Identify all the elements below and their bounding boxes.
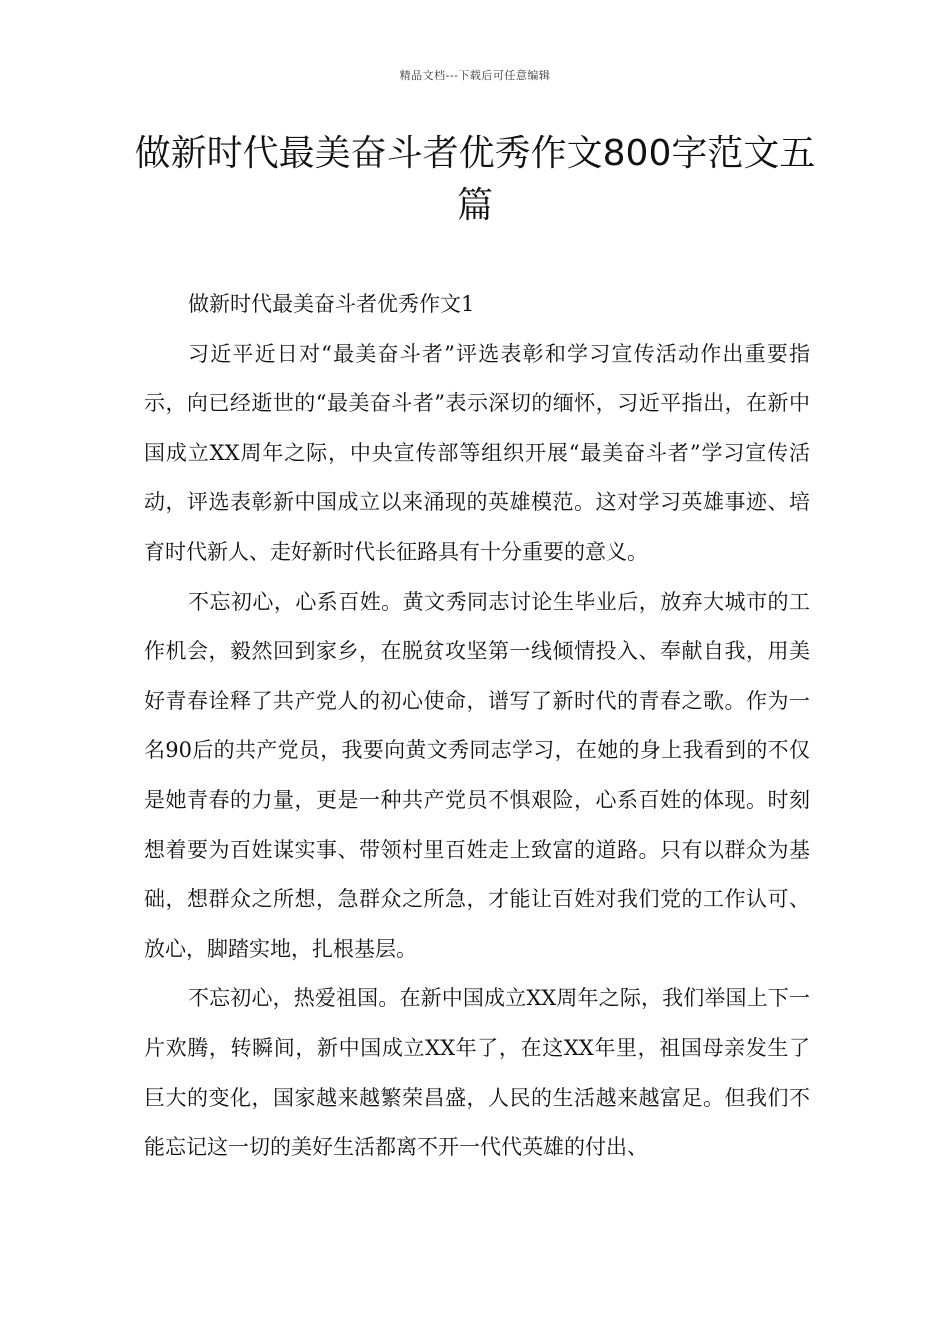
paragraph: 习近平近日对“最美奋斗者”评选表彰和学习宣传活动作出重要指示，向已经逝世的“最美奋斗者”表示深切的缅怀，习近平指出，在新中国成立XX周年之际，中央宣传部等组织开展“最美奋斗者”学习宣传活动，评选表彰新中国成立以来涌现的英雄模范。这对学习英雄事迹、培育时代新人、走好新时代长征路具有十分重要的意义。 [144, 341, 810, 564]
header-note: 精品文档---下载后可任意编辑 [399, 69, 551, 82]
document-title: 做新时代最美奋斗者优秀作文800字范文五篇 [134, 133, 816, 226]
section-heading: 做新时代最美奋斗者优秀作文1 [188, 292, 475, 316]
paragraph: 不忘初心，心系百姓。黄文秀同志讨论生毕业后，放弃大城市的工作机会，毅然回到家乡，在脱贫攻坚第一线倾情投入、奉献自我，用美好青春诠释了共产党人的初心使命，谱写了新时代的青春之歌。作为一名90后的共产党员，我要向黄文秀同志学习，在她的身上我看到的不仅是她青春的力量，更是一种共产党员不惧艰险，心系百姓的体现。时刻想着要为百姓谋实事、带领村里百姓走上致富的道路。只有以群众为基础，想群众之所想，急群众之所急，才能让百姓对我们党的工作认可、放心，脚踏实地，扎根基层。 [144, 589, 810, 961]
paragraph: 不忘初心，热爱祖国。在新中国成立XX周年之际，我们举国上下一片欢腾，转瞬间，新中国成立XX年了，在这XX年里，祖国母亲发生了巨大的变化，国家越来越繁荣昌盛，人民的生活越来越富足。但我们不能忘记这一切的美好生活都离不开一代代英雄的付出、 [144, 986, 810, 1160]
document-body [144, 280, 810, 1173]
